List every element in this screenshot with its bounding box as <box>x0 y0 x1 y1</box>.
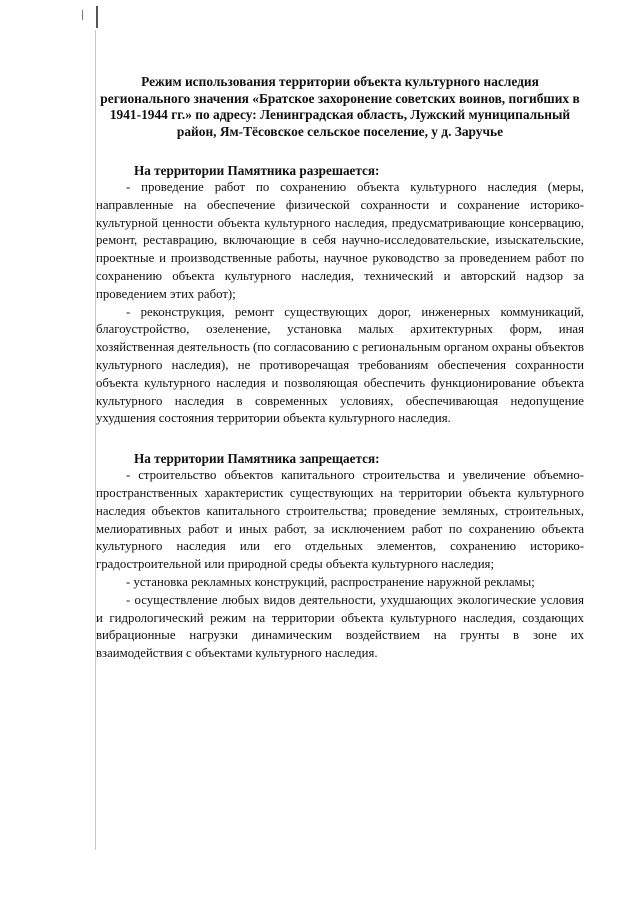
forbidden-item: - осуществление любых видов деятельности, ухудшающих экологические условия и гидрологический режим на территории объекта культурного наследия, создающих вибрационные нагрузки динамическим воздействием на грунты в зоне их взаимодействия с объектами культурного наследия. <box>96 592 584 661</box>
allowed-section <box>96 162 584 428</box>
forbidden-heading: На территории Памятника запрещается: <box>134 451 380 467</box>
allowed-item: - проведение работ по сохранению объекта культурного наследия (меры, направленные на обеспечение физической сохранности и сохранение историко-культурной ценности объекта культурного наследия, предусматривающие консервацию, ремонт, реставрацию, включающие в себя научно-исследовательские, изыскательские, проектные и производственные работы, научное руководство за проведением работ по сохранению объекта культурного наследия, технический и авторский надзор за проведением этих работ); <box>96 180 584 301</box>
scan-artifact <box>82 10 83 20</box>
allowed-item: - реконструкция, ремонт существующих дорог, инженерных коммуникаций, благоустройство, озеленение, установка малых архитектурных форм, иная хозяйственная деятельность (по согласованию с региональным органом охраны объектов культурного наследия), не противоречащая требованиям обеспечения сохранности объекта культурного наследия и позволяющая обеспечить функционирование объекта культурного наследия в современных условиях, обеспечивающая недопущение ухудшения состояния территории объекта культурного наследия. <box>96 304 584 426</box>
forbidden-item: - установка рекламных конструкций, распространение наружной рекламы; <box>126 574 535 589</box>
document-page <box>96 74 584 663</box>
forbidden-item: - строительство объектов капитального строительства и увеличение объемно-пространственных характеристик существующих на территории объекта культурного наследия объектов капитального строительства; проведение земляных, строительных, мелиоративных работ и иных работ, за исключением работ по сохранению объекта культурного наследия или его отдельных элементов, сохранению историко-градостроительной или природной среды объекта культурного наследия; <box>96 468 584 572</box>
scan-artifact <box>96 6 98 28</box>
allowed-heading: На территории Памятника разрешается: <box>134 163 380 178</box>
document-title: Режим использования территории объекта культурного наследия регионального значения «Братское захоронение советских воинов, погибших в 1941-1944 гг.» по адресу: Ленинградская область, Лужский муниципальный район, Ям-Тёсовское сельское поселение, у д. Заручье <box>100 74 580 139</box>
forbidden-section <box>96 450 584 663</box>
